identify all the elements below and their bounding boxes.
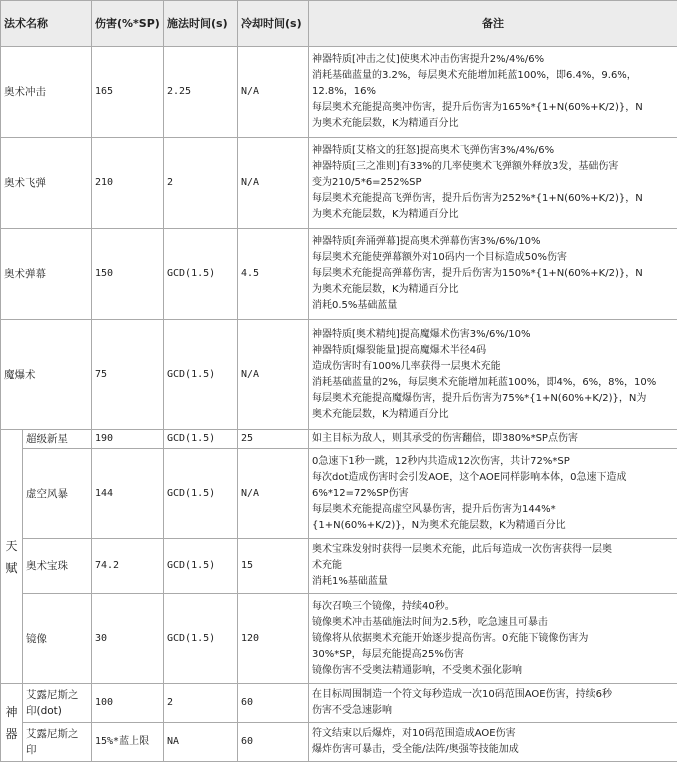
note-line: 每层奥术充能提高魔爆伤害，提升后伤害为75%*{1+N(60%+K/2)}，N为 bbox=[312, 392, 647, 404]
group-label-artifact: 神器 bbox=[1, 684, 23, 762]
spell-name: 奥术宝珠 bbox=[23, 539, 92, 594]
notes-cell bbox=[309, 539, 677, 594]
note-line: 每层奥术充能提高虚空风暴伤害，提升后伤害为144%* bbox=[312, 503, 556, 515]
note-line: 30%*SP，每层充能提高25%伤害 bbox=[312, 648, 464, 660]
notes-cell bbox=[309, 430, 677, 449]
note-line: 爆炸伤害可暴击，受全能/法阵/奥强等技能加成 bbox=[312, 744, 519, 755]
spell-name: 奥术弹幕 bbox=[1, 229, 92, 320]
cooldown-value: 4.5 bbox=[238, 229, 309, 320]
cast-time: GCD(1.5) bbox=[164, 229, 238, 320]
notes-cell bbox=[309, 594, 677, 684]
note-line: 神器特质[三之准则]有33%的几率使奥术飞弹额外释放3发，基础伤害 bbox=[312, 161, 619, 172]
spell-name: 镜像 bbox=[23, 594, 92, 684]
cast-time: GCD(1.5) bbox=[164, 449, 238, 539]
header-cooldown: 冷却时间(s) bbox=[238, 1, 309, 47]
cooldown-value: 15 bbox=[238, 539, 309, 594]
damage-value: 75 bbox=[92, 320, 164, 430]
cooldown-value: 25 bbox=[238, 430, 309, 449]
notes-cell bbox=[309, 229, 677, 320]
cast-time: GCD(1.5) bbox=[164, 430, 238, 449]
damage-value: 100 bbox=[92, 684, 164, 723]
spell-name: 超级新星 bbox=[23, 430, 92, 449]
note-line: 消耗基础蓝量的2%，每层奥术充能增加耗蓝100%，即4%，6%，8%，10% bbox=[312, 376, 657, 388]
damage-value: 210 bbox=[92, 138, 164, 229]
note-line: 神器特质[艾格文的狂怒]提高奥术飞弹伤害3%/4%/6% bbox=[312, 145, 555, 156]
spell-name: 虚空风暴 bbox=[23, 449, 92, 539]
note-line: 变为210/5*6=252%SP bbox=[312, 177, 422, 188]
cooldown-value: 60 bbox=[238, 684, 309, 723]
cooldown-value: N/A bbox=[238, 138, 309, 229]
note-line: 每层奥术充能提高弹幕伤害，提升后伤害为150%*{1+N(60%+K/2)}，N bbox=[312, 268, 643, 279]
header-notes: 备注 bbox=[309, 1, 677, 47]
table-row bbox=[1, 229, 677, 320]
cast-time: 2.25 bbox=[164, 47, 238, 138]
damage-value: 144 bbox=[92, 449, 164, 539]
notes-cell bbox=[309, 684, 677, 723]
cooldown-value: N/A bbox=[238, 47, 309, 138]
spell-name: 艾露尼斯之印 bbox=[23, 723, 92, 762]
table-row bbox=[1, 47, 677, 138]
damage-value: 150 bbox=[92, 229, 164, 320]
table-row bbox=[1, 430, 677, 449]
table-row bbox=[1, 138, 677, 229]
table-row bbox=[1, 320, 677, 430]
note-line: 镜像奥术冲击基础施法时间为2.5秒，吃急速且可暴击 bbox=[312, 616, 548, 628]
header-cast: 施法时间(s) bbox=[164, 1, 238, 47]
notes-cell bbox=[309, 320, 677, 430]
cast-time: NA bbox=[164, 723, 238, 762]
note-line: 为奥术充能层数，K为精通百分比 bbox=[312, 209, 459, 220]
note-line: 神器特质[奔涌弹幕]提高奥术弹幕伤害3%/6%/10% bbox=[312, 236, 541, 247]
note-line: 每层奥术充能使弹幕额外对10码内一个目标造成50%伤害 bbox=[312, 252, 567, 263]
notes-cell bbox=[309, 47, 677, 138]
note-line: 每次dot造成伤害时会引发AOE，这个AOE同样影响本体，0急速下造成 bbox=[312, 471, 627, 483]
group-label-talent: 天赋 bbox=[1, 430, 23, 684]
note-line: 神器特质[爆裂能量]提高魔爆术半径4码 bbox=[312, 344, 487, 356]
damage-value: 15%*蓝上限 bbox=[92, 723, 164, 762]
table-row bbox=[1, 539, 677, 594]
note-line: 伤害不受急速影响 bbox=[312, 705, 392, 716]
damage-value: 74.2 bbox=[92, 539, 164, 594]
cast-time: 2 bbox=[164, 138, 238, 229]
note-line: 消耗0.5%基础蓝量 bbox=[312, 300, 398, 311]
note-line: 符文结束以后爆炸，对10码范围造成AOE伤害 bbox=[312, 728, 516, 739]
note-line: 镜像将从依据奥术充能开始逐步提高伤害。0充能下镜像伤害为 bbox=[312, 632, 589, 644]
note-line: 消耗基础蓝量的3.2%，每层奥术充能增加耗蓝100%，即6.4%，9.6%， bbox=[312, 70, 637, 81]
header-row bbox=[1, 1, 677, 47]
notes-cell bbox=[309, 138, 677, 229]
notes-cell bbox=[309, 723, 677, 762]
note-line: 奥术宝珠发射时获得一层奥术充能，此后每造成一次伤害获得一层奥 bbox=[312, 544, 612, 555]
cooldown-value: 60 bbox=[238, 723, 309, 762]
cooldown-value: 120 bbox=[238, 594, 309, 684]
cooldown-value: N/A bbox=[238, 320, 309, 430]
note-line: 神器特质[奥术精纯]提高魔爆术伤害3%/6%/10% bbox=[312, 328, 531, 340]
notes-cell bbox=[309, 449, 677, 539]
spell-name: 奥术冲击 bbox=[1, 47, 92, 138]
note-line: 造成伤害时有100%几率获得一层奥术充能 bbox=[312, 360, 501, 372]
note-line: 为奥术充能层数，K为精通百分比 bbox=[312, 284, 459, 295]
note-line: 奥术充能层数，K为精通百分比 bbox=[312, 408, 449, 420]
note-line: 每层奥术充能提高奥冲伤害，提升后伤害为165%*{1+N(60%+K/2)}，N bbox=[312, 102, 643, 113]
cast-time: 2 bbox=[164, 684, 238, 723]
note-line: 为奥术充能层数，K为精通百分比 bbox=[312, 118, 459, 129]
note-line: 每层奥术充能提高飞弹伤害，提升后伤害为252%*{1+N(60%+K/2)}，N bbox=[312, 193, 643, 204]
cooldown-value: N/A bbox=[238, 449, 309, 539]
cast-time: GCD(1.5) bbox=[164, 320, 238, 430]
note-line: 在目标周围制造一个符文每秒造成一次10码范围AOE伤害，持续6秒 bbox=[312, 689, 612, 700]
table-row bbox=[1, 594, 677, 684]
spell-name: 奥术飞弹 bbox=[1, 138, 92, 229]
damage-value: 30 bbox=[92, 594, 164, 684]
table-row bbox=[1, 684, 677, 723]
note-line: 神器特质[冲击之仗]使奥术冲击伤害提升2%/4%/6% bbox=[312, 54, 545, 65]
damage-value: 165 bbox=[92, 47, 164, 138]
damage-value: 190 bbox=[92, 430, 164, 449]
note-line: 每次召唤三个镜像，持续40秒。 bbox=[312, 600, 455, 612]
header-damage: 伤害(%*SP) bbox=[92, 1, 164, 47]
note-line: {1+N(60%+K/2)}，N为奥术充能层数，K为精通百分比 bbox=[312, 519, 566, 531]
table-row bbox=[1, 723, 677, 762]
note-line: 术充能 bbox=[312, 560, 342, 571]
header-name: 法术名称 bbox=[1, 1, 92, 47]
note-line: 消耗1%基础蓝量 bbox=[312, 576, 388, 587]
cast-time: GCD(1.5) bbox=[164, 594, 238, 684]
note-line: 12.8%，16% bbox=[312, 86, 376, 97]
table-row bbox=[1, 449, 677, 539]
spell-name: 艾露尼斯之印(dot) bbox=[23, 684, 92, 723]
spell-name: 魔爆术 bbox=[1, 320, 92, 430]
note-line: 0急速下1秒一跳，12秒内共造成12次伤害，共计72%*SP bbox=[312, 455, 570, 467]
note-line: 镜像伤害不受奥法精通影响，不受奥术强化影响 bbox=[312, 664, 522, 676]
cast-time: GCD(1.5) bbox=[164, 539, 238, 594]
note-line: 6%*12=72%SP伤害 bbox=[312, 487, 409, 499]
note-line: 如主目标为敌人，则其承受的伤害翻倍，即380%*SP点伤害 bbox=[312, 433, 578, 444]
